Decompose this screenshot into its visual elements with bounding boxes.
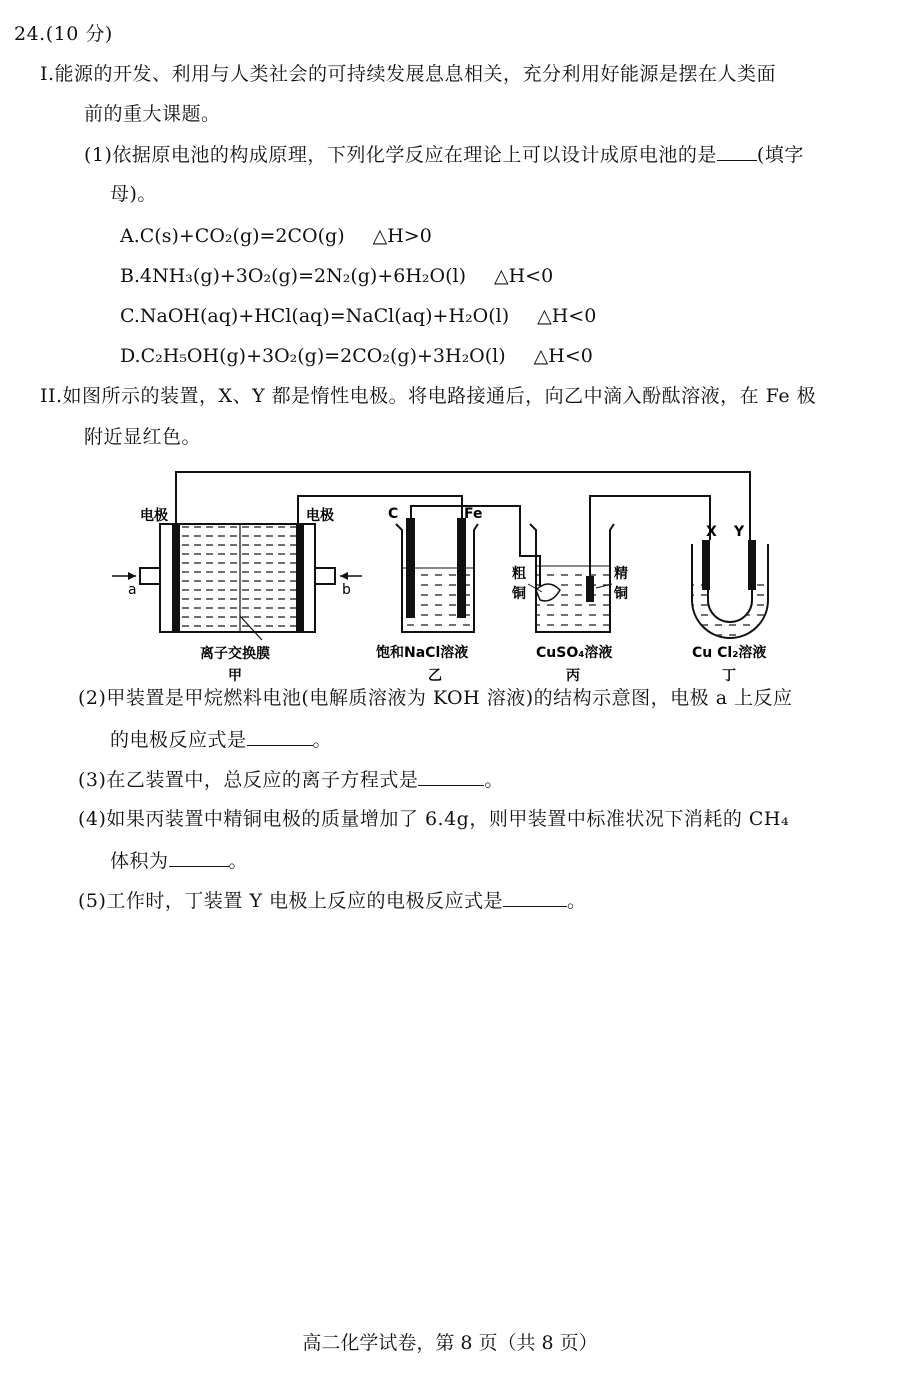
q1-text-post: (填字 xyxy=(756,144,804,166)
beaker-bing xyxy=(528,524,614,632)
answer-blank[interactable] xyxy=(503,888,567,907)
q2-line2 xyxy=(110,727,332,752)
label-electrode-left: 电极 xyxy=(140,508,168,524)
q4-line1: (4)如果丙装置中精铜电极的质量增加了 6.4g，则甲装置中标准状况下消耗的 CH₄ xyxy=(78,808,790,830)
q1-line1 xyxy=(84,142,804,167)
option-enthalpy: △H>0 xyxy=(372,225,432,247)
q5-text-post: 。 xyxy=(567,890,587,912)
label-nacl: 饱和NaCl溶液 xyxy=(376,645,469,661)
label-coarse-cu-2: 铜 xyxy=(512,586,526,602)
q3-line xyxy=(78,767,504,792)
label-c: C xyxy=(388,506,399,522)
option-text: A.C(s)+CO₂(g)=2CO(g) xyxy=(120,225,345,247)
answer-blank[interactable] xyxy=(717,142,757,161)
label-cuso4: CuSO₄溶液 xyxy=(536,645,613,661)
label-cucl2: Cu Cl₂溶液 xyxy=(692,645,767,661)
q2-text-post: 。 xyxy=(312,729,333,751)
label-fine-cu-1: 精 xyxy=(614,566,628,582)
apparatus-diagram xyxy=(0,460,900,690)
option-text: C.NaOH(aq)+HCl(aq)=NaCl(aq)+H₂O(l) xyxy=(120,305,510,327)
option-enthalpy: △H<0 xyxy=(537,305,597,327)
beaker-yi xyxy=(396,518,478,632)
option-a xyxy=(120,224,432,248)
q5-line xyxy=(78,888,587,913)
label-x: X xyxy=(706,524,717,540)
q1-text: (1)依据原电池的构成原理，下列化学反应在理论上可以设计成原电池的是 xyxy=(84,144,717,166)
label-jia: 甲 xyxy=(228,668,242,684)
option-enthalpy: △H<0 xyxy=(533,345,593,367)
label-fine-cu-2: 铜 xyxy=(614,586,628,602)
option-text: D.C₂H₅OH(g)+3O₂(g)=2CO₂(g)+3H₂O(l) xyxy=(120,345,506,367)
label-membrane: 离子交换膜 xyxy=(200,646,270,662)
label-inlet-b: b xyxy=(342,582,351,598)
q4-text: 体积为 xyxy=(110,850,169,872)
part1-intro-line1: I.能源的开发、利用与人类社会的可持续发展息息相关，充分利用好能源是摆在人类面 xyxy=(40,63,777,85)
q3-text: (3)在乙装置中，总反应的离子方程式是 xyxy=(78,769,419,791)
part1-intro-line2: 前的重大课题。 xyxy=(84,103,221,125)
label-fe: Fe xyxy=(464,506,483,522)
label-ding: 丁 xyxy=(722,668,736,684)
label-electrode-right: 电极 xyxy=(306,508,334,524)
option-enthalpy: △H<0 xyxy=(494,265,554,287)
label-inlet-a: a xyxy=(128,582,137,598)
q4-text-post: 。 xyxy=(228,850,249,872)
option-c xyxy=(120,304,596,328)
q2-text: 的电极反应式是 xyxy=(110,729,247,751)
part2-intro-line1: II.如图所示的装置，X、Y 都是惰性电极。将电路接通后，向乙中滴入酚酞溶液，在 Fe 极 xyxy=(40,385,817,407)
answer-blank[interactable] xyxy=(247,727,313,746)
label-yi: 乙 xyxy=(428,668,442,684)
q1-line2: 母)。 xyxy=(110,183,157,205)
option-d xyxy=(120,344,593,368)
q2-line1: (2)甲装置是甲烷燃料电池(电解质溶液为 KOH 溶液)的结构示意图，电极 a 上反应 xyxy=(78,687,793,709)
option-text: B.4NH₃(g)+3O₂(g)=2N₂(g)+6H₂O(l) xyxy=(120,265,466,287)
label-bing: 丙 xyxy=(566,668,580,684)
option-b xyxy=(120,264,553,288)
u-tube-ding xyxy=(692,540,768,638)
q5-text: (5)工作时，丁装置 Y 电极上反应的电极反应式是 xyxy=(78,890,504,912)
answer-blank[interactable] xyxy=(169,848,229,867)
label-y: Y xyxy=(734,524,745,540)
answer-blank[interactable] xyxy=(418,767,484,786)
fuel-cell-jia xyxy=(112,524,362,640)
q3-text-post: 。 xyxy=(484,769,504,791)
q4-line2 xyxy=(110,848,248,873)
part2-intro-line2: 附近显红色。 xyxy=(84,426,202,448)
label-coarse-cu-1: 粗 xyxy=(512,566,526,582)
page-footer: 高二化学试卷，第 8 页（共 8 页） xyxy=(302,1332,598,1354)
question-number: 24.(10 分) xyxy=(14,23,113,45)
